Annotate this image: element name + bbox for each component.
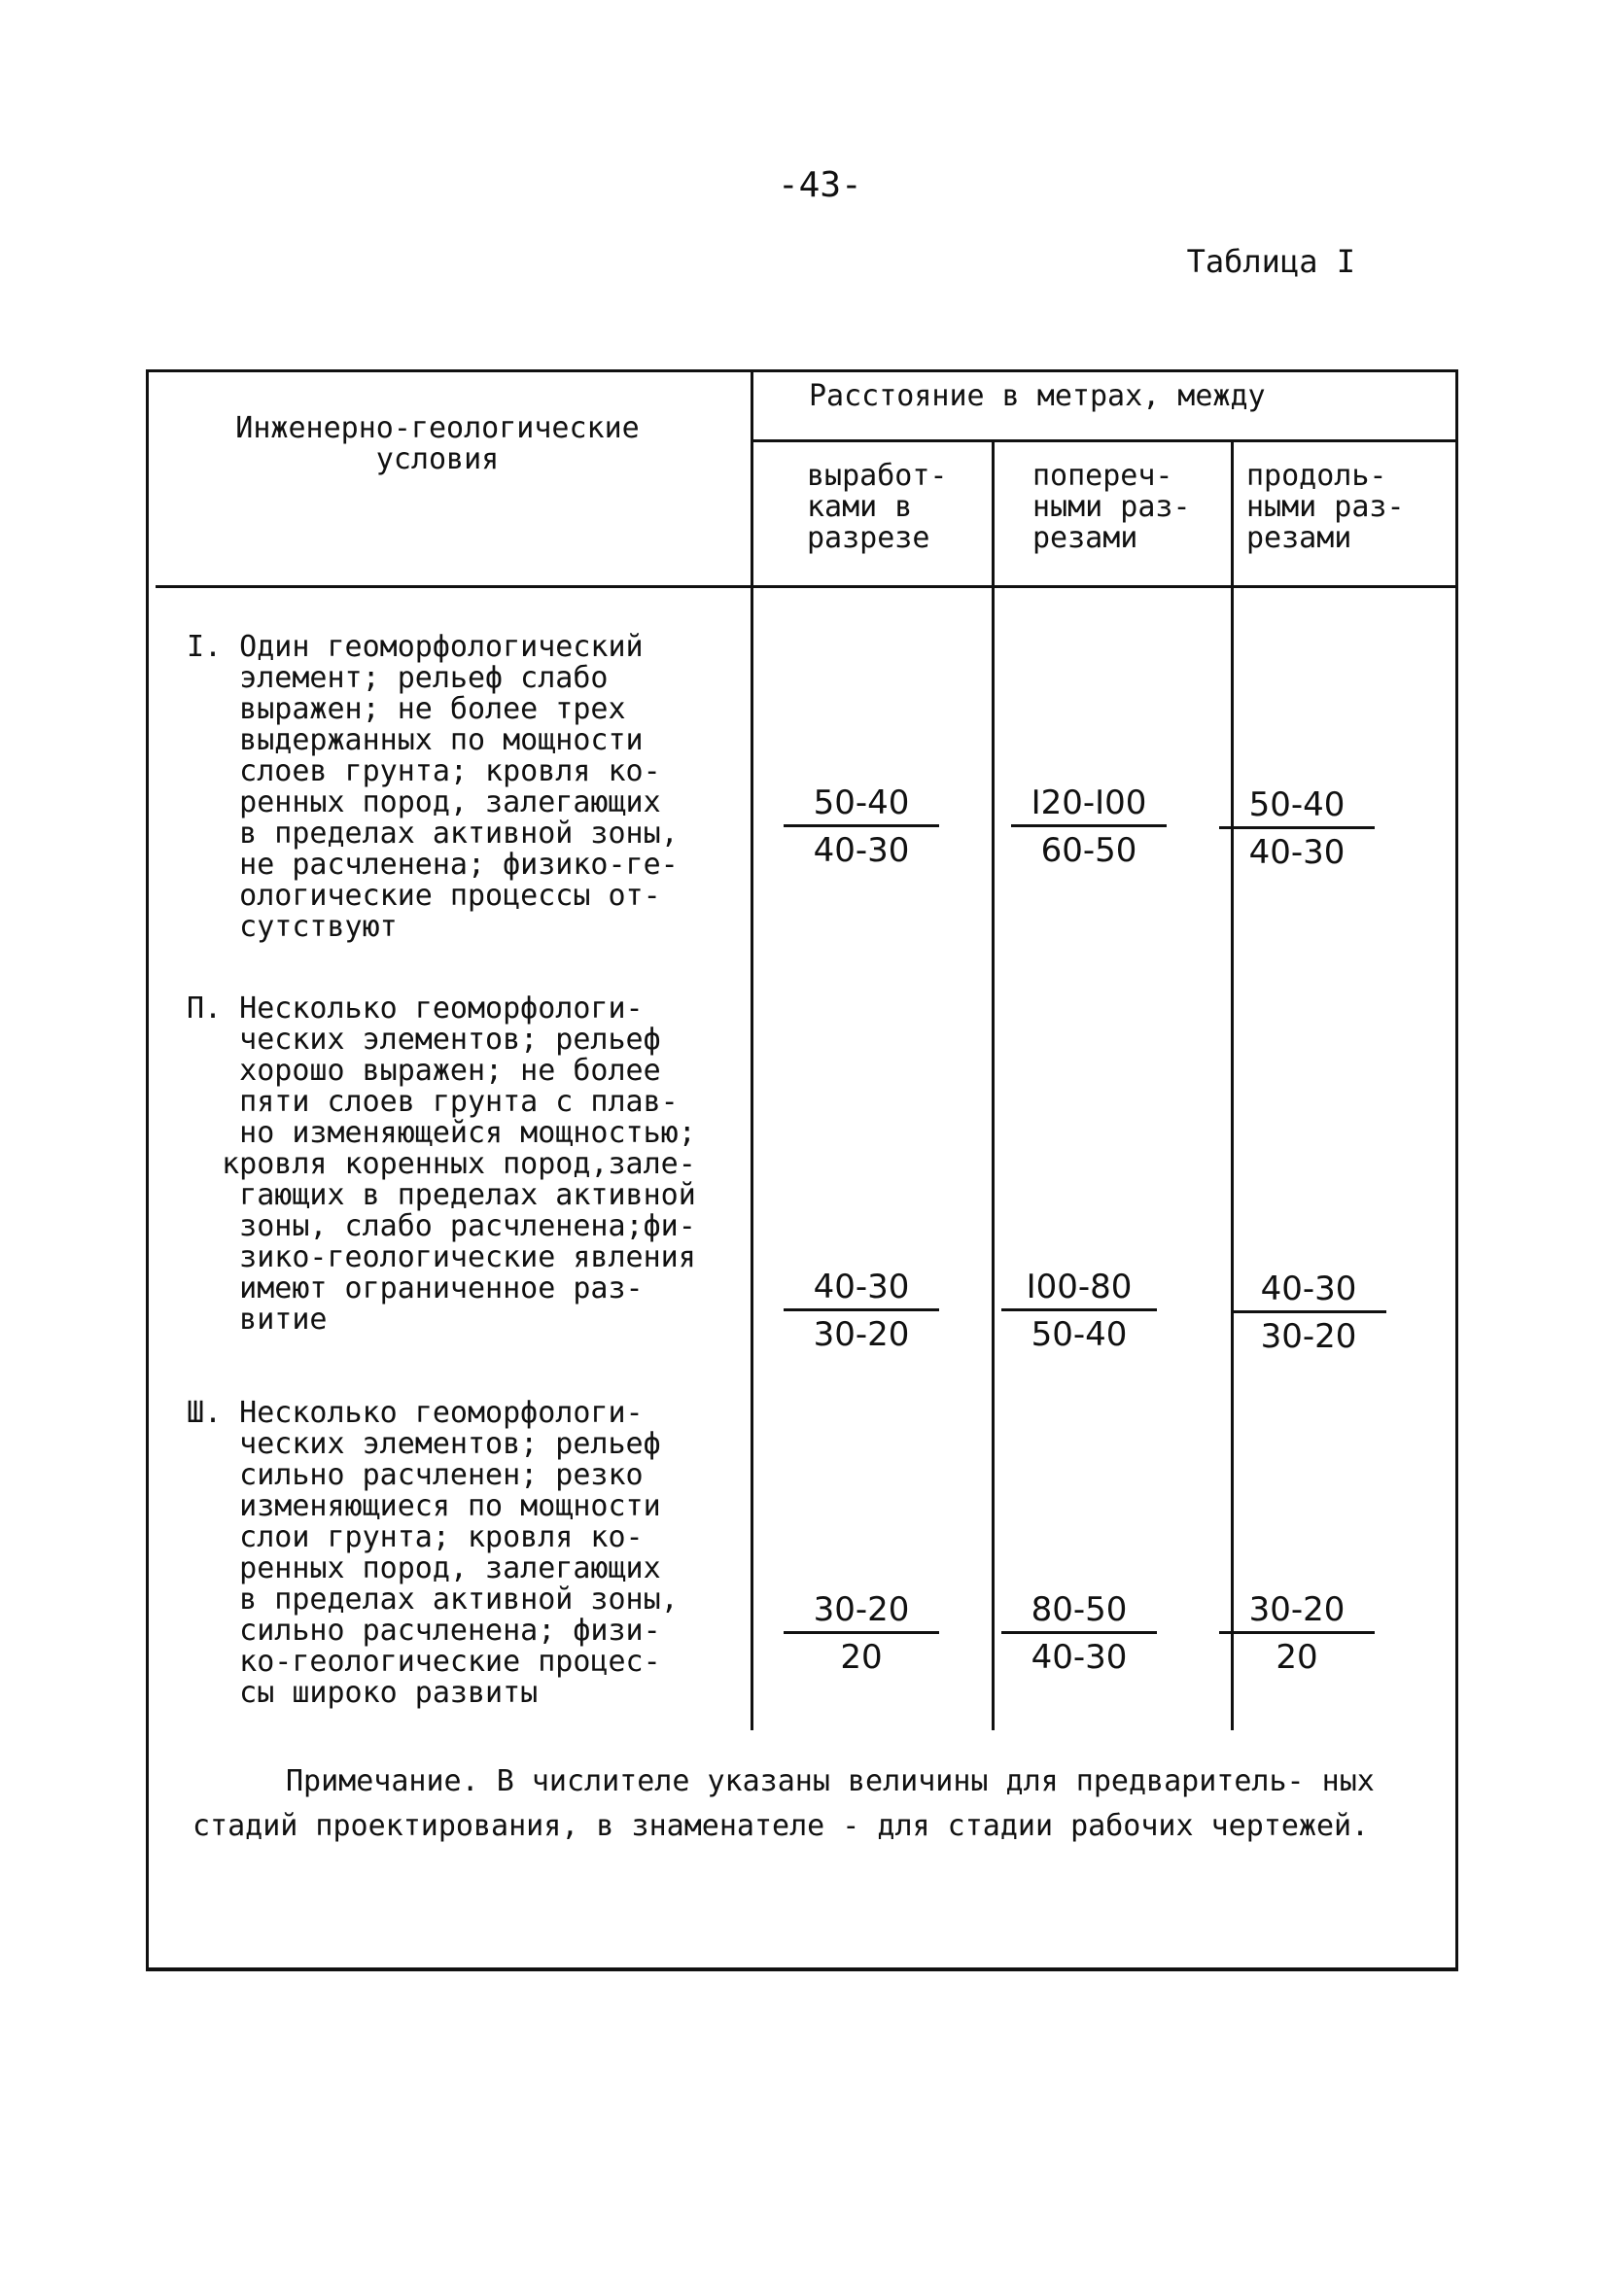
row-2-value-workings-num: 40-30 <box>784 1268 939 1311</box>
header-bottom-divider <box>156 585 1458 588</box>
row-3-value-cross-den: 40-30 <box>1031 1638 1128 1677</box>
row-2-conditions: П. Несколько геоморфологи- ческих элементов; рельеф хорошо выражен; не более пяти слоев грунта с плав- но изменяющейся мощностью; кровля коренных пород,зале- гающих в пределах активной зоны, слабо расчленена;фи- зико-геологические явления имеют ограниченное раз- витие <box>187 991 696 1337</box>
header-distance-group: Расстояние в метрах, между <box>809 379 1266 413</box>
page-number: -43- <box>778 165 862 205</box>
row-2-value-cross <box>1001 1268 1157 1354</box>
row-3-value-cross <box>1001 1590 1157 1677</box>
column-divider-3 <box>1231 442 1234 1730</box>
row-3-value-longitudinal-den: 20 <box>1276 1638 1318 1677</box>
column-divider-1 <box>751 369 753 1730</box>
header-col-longitudinal-sections: продоль- ными раз- резами <box>1246 459 1405 555</box>
row-1-value-longitudinal-num: 50-40 <box>1219 785 1375 829</box>
header-group-divider <box>751 439 1458 442</box>
row-1-value-longitudinal-den: 40-30 <box>1248 833 1346 872</box>
row-1-value-longitudinal <box>1219 785 1375 872</box>
row-1-value-workings-num: 50-40 <box>784 783 939 827</box>
row-1-value-cross <box>1011 783 1167 870</box>
row-2-value-cross-den: 50-40 <box>1031 1315 1128 1354</box>
table-caption: Таблица I <box>1186 243 1355 280</box>
row-2-value-longitudinal-num: 40-30 <box>1231 1270 1386 1313</box>
row-2-value-workings <box>784 1268 939 1354</box>
row-2-value-longitudinal <box>1231 1270 1386 1356</box>
row-1-value-cross-num: I20-I00 <box>1011 783 1167 827</box>
row-2-value-workings-den: 30-20 <box>813 1315 910 1354</box>
row-3-value-workings-num: 30-20 <box>784 1590 939 1634</box>
row-3-value-workings <box>784 1590 939 1677</box>
header-conditions: Инженерно-геологические условия <box>235 411 640 476</box>
row-3-value-cross-num: 80-50 <box>1001 1590 1157 1634</box>
row-3-value-longitudinal <box>1219 1590 1375 1677</box>
table-note: Примечание. В числителе указаны величины для предваритель- ных стадий проектирования, в знаменателе - для стадии рабочих чертежей. <box>192 1764 1375 1843</box>
row-1-conditions: I. Один геоморфологический элемент; рельеф слабо выражен; не более трех выдержанных по мощности слоев грунта; кровля ко- ренных пород, залегающих в пределах активной зоны, не расчленена; физико-ге- ологические процессы от- сутствуют <box>187 630 679 944</box>
column-divider-2 <box>992 442 995 1730</box>
row-3-value-longitudinal-num: 30-20 <box>1219 1590 1375 1634</box>
row-3-value-workings-den: 20 <box>840 1638 883 1677</box>
row-1-value-workings <box>784 783 939 870</box>
row-1-value-cross-den: 60-50 <box>1040 831 1137 870</box>
header-col-workings: выработ- ками в разрезе <box>807 459 948 555</box>
header-col-cross-sections: попереч- ными раз- резами <box>1032 459 1191 555</box>
row-2-value-cross-num: I00-80 <box>1001 1268 1157 1311</box>
row-3-conditions: Ш. Несколько геоморфологи- ческих элементов; рельеф сильно расчленен; резко изменяющиеся по мощности слои грунта; кровля ко- ренных пород, залегающих в пределах активной зоны, сильно расчленена; физи- ко-геологические процес- сы широко развиты <box>187 1396 679 1710</box>
row-1-value-workings-den: 40-30 <box>813 831 910 870</box>
row-2-value-longitudinal-den: 30-20 <box>1260 1317 1357 1356</box>
